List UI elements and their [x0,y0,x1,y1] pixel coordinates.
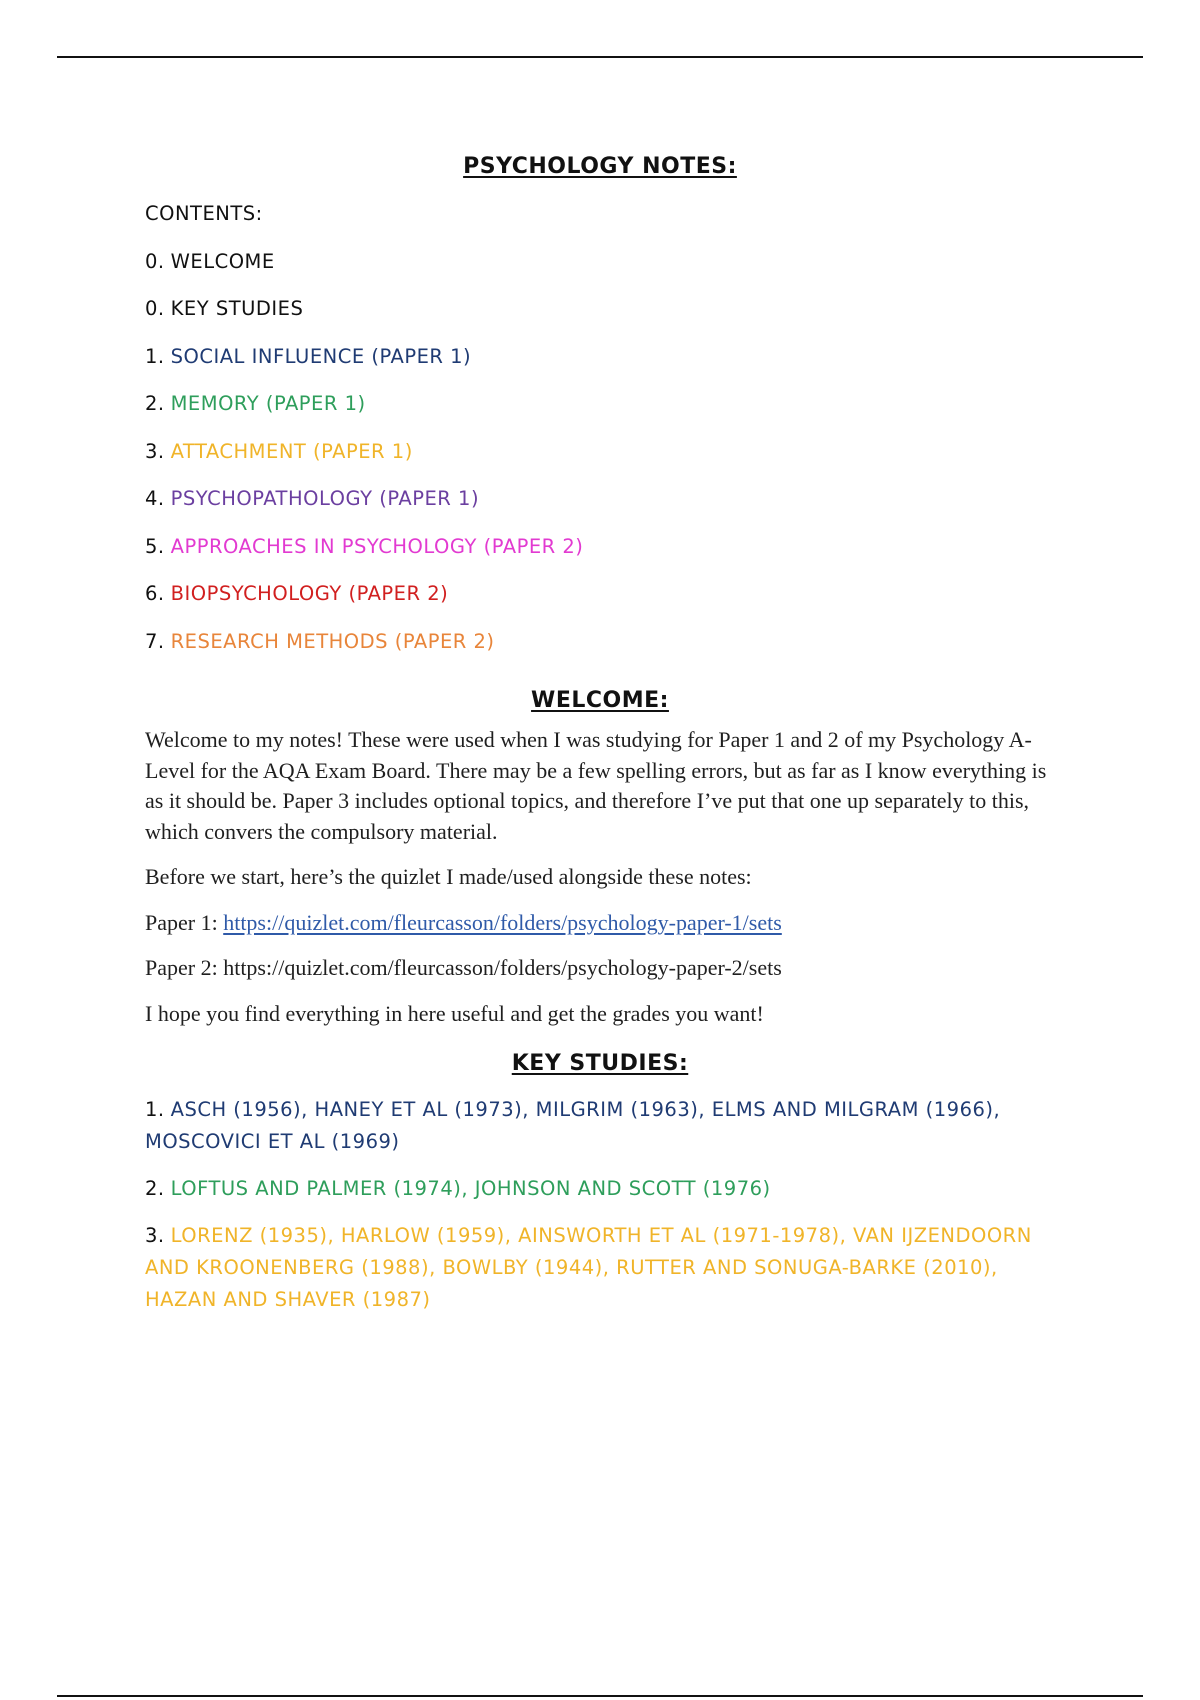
paper-1-quizlet-link[interactable]: https://quizlet.com/fleurcasson/folders/psychology-paper-1/sets [223,909,782,935]
contents-item-number: 4. [145,487,165,510]
document-page [145,150,1055,1331]
key-studies-item [145,1220,1055,1316]
contents-item-attachment[interactable] [145,437,1055,485]
contents-item-psychopathology[interactable] [145,484,1055,532]
contents-item-label: ATTACHMENT (PAPER 1) [170,439,413,463]
key-studies-item [145,1173,1055,1205]
contents-item-biopsychology[interactable] [145,579,1055,627]
contents-item-label: WELCOME [170,249,275,273]
contents-item-welcome[interactable] [145,247,1055,295]
contents-header: CONTENTS: [145,202,263,225]
page-title: PSYCHOLOGY NOTES: [463,154,737,179]
top-rule [57,56,1143,58]
key-studies-text: ASCH (1956), HANEY ET AL (1973), MILGRIM (1963), ELMS AND MILGRAM (1966), MOSCOVICI ET AL (1969) [145,1098,1001,1153]
contents-item-memory[interactable] [145,389,1055,437]
welcome-paragraph: Welcome to my notes! These were used when I was studying for Paper 1 and 2 of my Psychology A-Level for the AQA Exam Board. There may be a few spelling errors, but as far as I know everything is as it should be. Paper 3 includes optional topics, and therefore I’ve put that one up separately to this, which convers the compulsory material. [145,727,1047,844]
key-studies-heading: KEY STUDIES: [511,1051,689,1076]
contents-item-number: 3. [145,439,165,463]
contents-item-label: MEMORY (PAPER 1) [170,392,366,415]
paper-1-label: Paper 1: [145,909,224,935]
paper-1-line [145,908,1055,939]
contents-list [145,247,1055,675]
paper-2-label: Paper 2: [145,955,224,980]
contents-item-number: 0. [145,297,165,320]
contents-item-number: 0. [145,249,165,273]
contents-item-approaches[interactable] [145,532,1055,580]
key-studies-item [145,1094,1055,1158]
key-studies-text: LOFTUS AND PALMER (1974), JOHNSON AND SCOTT (1976) [170,1177,771,1200]
paper-2-quizlet-url: https://quizlet.com/fleurcasson/folders/psychology-paper-2/sets [223,955,782,980]
contents-item-number: 5. [145,534,165,558]
contents-item-label: SOCIAL INFLUENCE (PAPER 1) [170,344,472,368]
key-studies-number: 3. [145,1224,165,1247]
contents-item-key-studies[interactable] [145,294,1055,342]
bottom-rule [57,1695,1143,1697]
closing-text: I hope you find everything in here useful and get the grades you want! [145,1000,764,1026]
key-studies-number: 2. [145,1177,165,1200]
key-studies-text: LORENZ (1935), HARLOW (1959), AINSWORTH ET AL (1971-1978), VAN IJZENDOORN AND KROONENBERG (1988), BOWLBY (1944), RUTTER AND SONUGA-BARKE (2010), HAZAN AND SHAVER (1987) [145,1224,1032,1311]
contents-item-label: APPROACHES IN PSYCHOLOGY (PAPER 2) [170,534,584,558]
contents-item-number: 6. [145,582,165,605]
contents-item-research-methods[interactable] [145,627,1055,675]
contents-item-number: 1. [145,344,165,368]
contents-item-label: BIOPSYCHOLOGY (PAPER 2) [170,582,449,605]
contents-item-number: 2. [145,392,165,415]
contents-item-label: PSYCHOPATHOLOGY (PAPER 1) [170,487,480,510]
contents-item-social-influence[interactable] [145,342,1055,390]
contents-item-number: 7. [145,629,165,653]
key-studies-number: 1. [145,1098,165,1121]
quizlet-intro: Before we start, here’s the quizlet I made/used alongside these notes: [145,864,752,889]
contents-item-label: KEY STUDIES [170,297,304,320]
paper-2-line [145,953,1055,984]
welcome-heading: WELCOME: [531,688,669,713]
contents-item-label: RESEARCH METHODS (PAPER 2) [170,629,495,653]
